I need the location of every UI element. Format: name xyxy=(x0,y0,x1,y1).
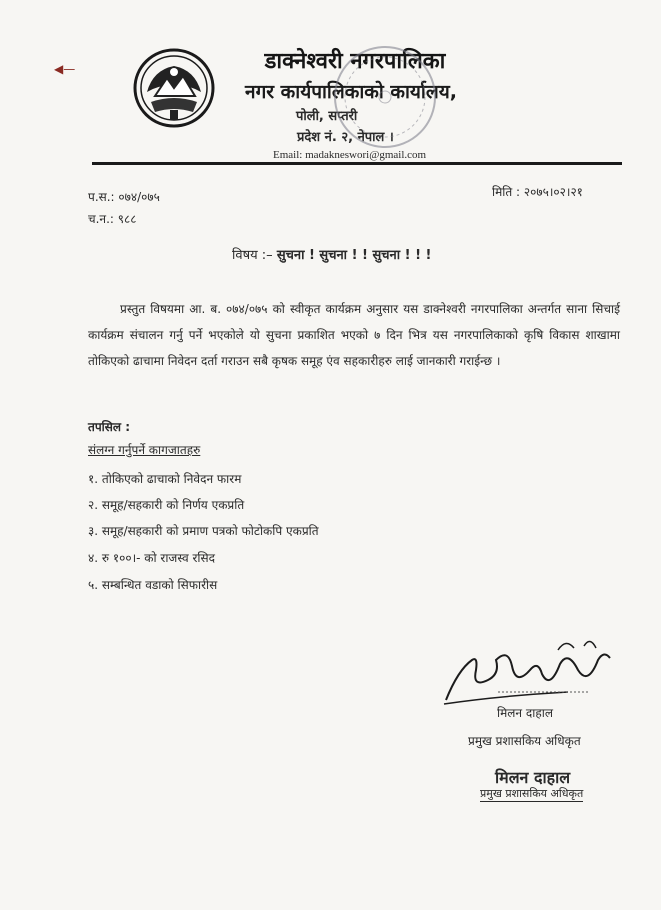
signatory-name: मिलन दाहाल xyxy=(497,706,553,720)
province-line: प्रदेश नं. २, नेपाल । xyxy=(297,130,394,145)
office-seal-stamp xyxy=(330,42,440,152)
municipality-name: डाक्नेश्वरी नगरपालिका xyxy=(264,49,446,74)
list-item: ५. सम्बन्धित वडाको सिफारीस xyxy=(88,578,218,592)
list-item: १. तोकिएको ढाचाको निवेदन फारम xyxy=(88,472,242,486)
notice-body xyxy=(88,296,620,374)
date-line: मिति : २०७५।०२।२१ xyxy=(492,185,583,199)
office-location: पोली, सप्तरी xyxy=(296,109,358,124)
details-heading: तपसिल : xyxy=(88,420,130,434)
subject-text: सुचना ! सुचना ! ! सुचना ! ! ! xyxy=(276,248,432,263)
list-item: ४. रु १००।- को राजस्व रसिद xyxy=(88,551,215,565)
chalani-number: च.न.: ९८८ xyxy=(88,212,137,226)
name-stamp: मिलन दाहाल xyxy=(495,768,571,787)
header-divider xyxy=(92,162,622,165)
office-name: नगर कार्यपालिकाको कार्यालय, xyxy=(245,81,457,103)
list-item: ३. समूह/सहकारी को प्रमाण पत्रको फोटोकपि एकप्रति xyxy=(88,524,319,538)
list-item: २. समूह/सहकारी को निर्णय एकप्रति xyxy=(88,498,245,512)
government-emblem-logo xyxy=(133,48,215,128)
subject-line xyxy=(232,245,431,263)
subject-label: विषय :– xyxy=(232,248,273,263)
notice-paragraph: प्रस्तुत विषयमा आ. ब. ०७४/०७५ को स्वीकृत कार्यक्रम अनुसार यस डाक्नेश्वरी नगरपालिका अन्तर्गत साना सिचाई कार्यक्रम संचालन गर्नु पर्ने भएकोले यो सुचना प्रकाशित भएको ७ दिन भित्र यस नगरपालिकाको कृषि विकास शाखामा तोकिएको ढाचामा निवेदन दर्ता गराउन सबै कृषक समूह एंव सहकारीहरु लाई जानकारी गराईन्छ । xyxy=(88,302,620,368)
signatory-title: प्रमुख प्रशासकिय अधिकृत xyxy=(468,734,581,748)
required-documents-heading: संलग्न गर्नुपर्ने कागजातहरु xyxy=(88,443,201,457)
title-stamp: प्रमुख प्रशासकिय अधिकृत xyxy=(480,787,584,800)
margin-mark: ◀— xyxy=(54,62,76,76)
patra-sankhya: प.स.: ०७४/०७५ xyxy=(88,190,160,204)
email-line: Email: madakneswori@gmail.com xyxy=(273,149,427,161)
